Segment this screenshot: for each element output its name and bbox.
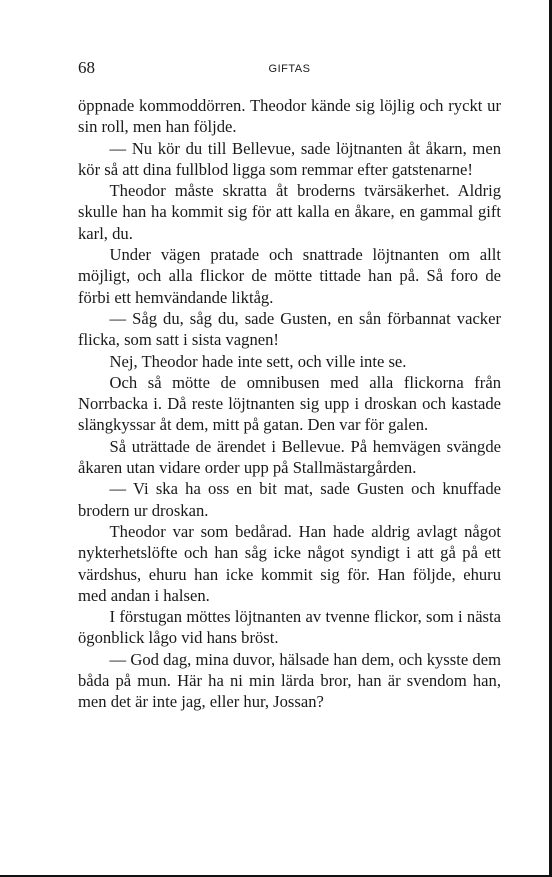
paragraph: Under vägen pratade och snattrade löjtnanten om allt möjligt, och alla flickor de mötte tittade han på. Så foro de förbi ett hemvändande liktåg. <box>78 245 501 307</box>
paragraph: Theodor måste skratta åt broderns tvärsäkerhet. Aldrig skulle han ha kommit sig för att kalla en åkare, en gammal gift karl, du. <box>78 181 501 243</box>
paragraph: — God dag, mina duvor, hälsade han dem, och kysste dem båda på mun. Här ha ni min lärda bror, han är svendom han, men det är inte jag, eller hur, Jossan? <box>78 649 501 712</box>
paragraph: — Vi ska ha oss en bit mat, sade Gusten och knuffade brodern ur droskan. <box>78 479 501 520</box>
paragraph: Nej, Theodor hade inte sett, och ville inte se. <box>109 351 407 371</box>
paragraph: Så uträttade de ärendet i Bellevue. På hemvägen svängde åkaren utan vidare order upp på Stallmästargården. <box>78 436 501 478</box>
page-header <box>78 58 501 82</box>
paragraph: Och så mötte de omnibusen med alla flickorna från Norrbacka i. Då reste löjtnanten sig upp i droskan och kastade slängkyssar åt dem, mitt på gatan. Den var för galen. <box>78 372 501 435</box>
paragraph: I förstugan möttes löjtnanten av tvenne flickor, som i nästa ögonblick lågo vid hans bröst. <box>78 607 501 648</box>
running-head: GIFTAS <box>268 63 311 75</box>
body-text <box>78 95 501 713</box>
page-number: 68 <box>78 58 95 77</box>
paragraph: — Såg du, såg du, sade Gusten, en sån förbannat vacker flicka, som satt i sista vagnen! <box>78 308 501 350</box>
paragraph: Theodor var som bedårad. Han hade aldrig avlagt något nykterhetslöfte och han såg icke något syndigt i att gå på ett värdshus, ehuru han icke kommit sig för. Han följde, ehuru med andan i halsen. <box>78 521 501 605</box>
paragraph: öppnade kommoddörren. Theodor kände sig löjlig och ryckt ur sin roll, men han följde. <box>78 96 501 137</box>
paragraph: — Nu kör du till Bellevue, sade löjtnanten åt åkarn, men kör så att dina fullblod ligga som remmar efter gatstenarne! <box>78 138 501 179</box>
